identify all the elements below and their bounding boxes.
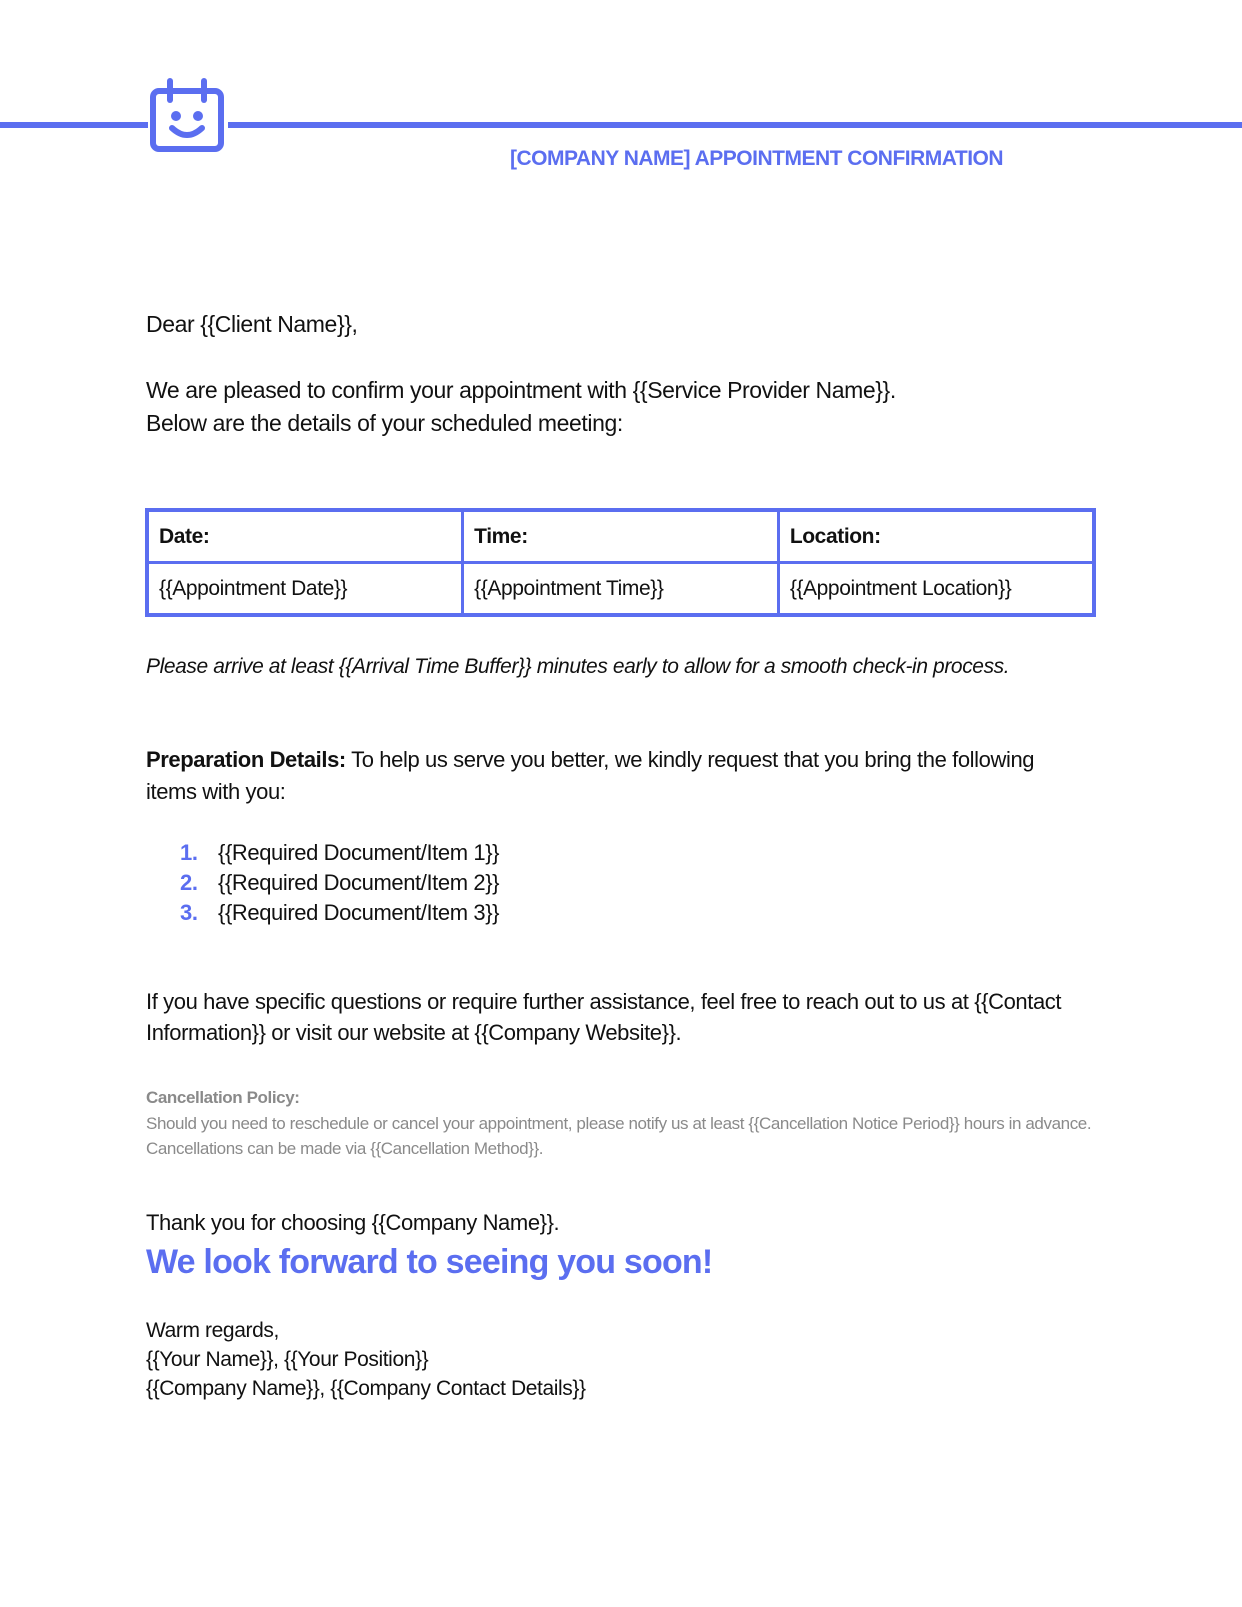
list-number: 2. xyxy=(180,870,198,895)
signature-block xyxy=(146,1316,586,1403)
list-item-text: {{Required Document/Item 2}} xyxy=(218,870,500,895)
cancellation-policy-body: Should you need to reschedule or cancel your appointment, please notify us at least {{Cancellation Notice Period}} hours in advance. Cancellations can be made via {{Cancellation Method}}. xyxy=(146,1114,1092,1158)
list-item-text: {{Required Document/Item 1}} xyxy=(218,840,500,865)
document-title: [COMPANY NAME] APPOINTMENT CONFIRMATION xyxy=(510,147,1004,170)
required-items-list xyxy=(180,838,499,928)
closing-highlight: We look forward to seeing you soon! xyxy=(146,1243,713,1281)
signer-name-position: {{Your Name}}, {{Your Position}} xyxy=(146,1348,429,1371)
thank-you-line: Thank you for choosing {{Company Name}}. xyxy=(146,1210,560,1235)
table-header-row xyxy=(147,510,1094,563)
list-item-text: {{Required Document/Item 3}} xyxy=(218,900,500,925)
value-date: {{Appointment Date}} xyxy=(147,563,463,616)
intro-line-2: Below are the details of your scheduled meeting: xyxy=(146,410,623,436)
list-item xyxy=(180,898,499,928)
preparation-text: To help us serve you better, we kindly request that you bring the following items with you: xyxy=(146,747,1035,804)
list-number: 1. xyxy=(180,840,198,865)
greeting: Dear {{Client Name}}, xyxy=(146,311,358,337)
preparation-label: Preparation Details: xyxy=(146,747,346,772)
header-time: Time: xyxy=(463,510,779,563)
value-time: {{Appointment Time}} xyxy=(463,563,779,616)
preparation-details xyxy=(146,744,1086,808)
sign-off: Warm regards, xyxy=(146,1319,279,1342)
arrival-note: Please arrive at least {{Arrival Time Buffer}} minutes early to allow for a smooth check-in process. xyxy=(146,655,1010,678)
signer-company-contact: {{Company Name}}, {{Company Contact Details}} xyxy=(146,1377,586,1400)
appointment-details-table xyxy=(145,508,1096,617)
value-location: {{Appointment Location}} xyxy=(778,563,1094,616)
list-number: 3. xyxy=(180,900,198,925)
contact-paragraph: If you have specific questions or require further assistance, feel free to reach out to us at {{Contact Information}} or visit our website at {{Company Website}}. xyxy=(146,989,1062,1045)
list-item xyxy=(180,838,499,868)
intro-paragraph xyxy=(146,374,1106,440)
table-row xyxy=(147,563,1094,616)
smiling-calendar-icon xyxy=(148,78,228,156)
cancellation-policy-title: Cancellation Policy: xyxy=(146,1088,300,1107)
list-item xyxy=(180,868,499,898)
header-location: Location: xyxy=(778,510,1094,563)
intro-line-1: We are pleased to confirm your appointment with {{Service Provider Name}}. xyxy=(146,377,896,403)
header-date: Date: xyxy=(147,510,463,563)
